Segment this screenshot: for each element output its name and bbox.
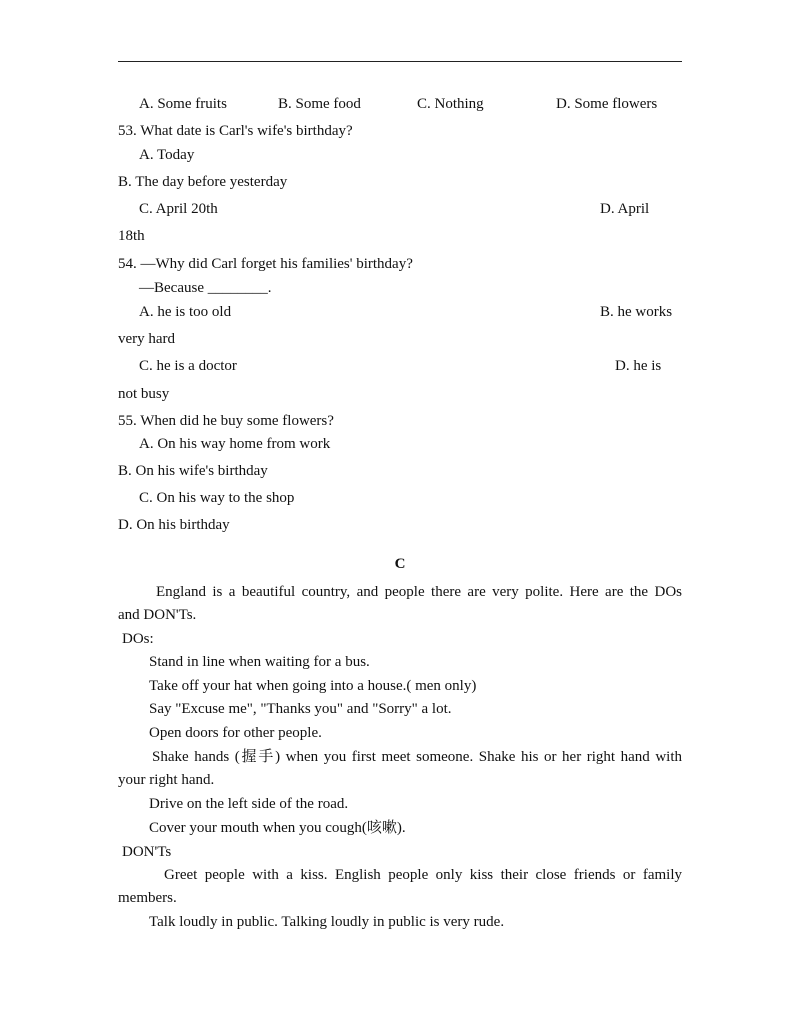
q54-option-d: D. he is — [615, 358, 662, 374]
dos-item: Drive on the left side of the road. — [149, 796, 349, 812]
dos-label: DOs: — [122, 631, 154, 647]
section-c-intro-line2: and DON'Ts. — [118, 607, 197, 623]
q54-option-a: A. he is too old — [139, 304, 232, 320]
q54-option-b-continued: very hard — [118, 331, 176, 347]
q53-stem: 53. What date is Carl's wife's birthday? — [118, 123, 353, 139]
q54-stem-answer: —Because ________. — [139, 280, 272, 296]
dos-item: Cover your mouth when you cough(咳嗽). — [149, 820, 406, 836]
q54-option-c: C. he is a doctor — [139, 358, 237, 374]
dos-item: Open doors for other people. — [149, 725, 322, 741]
q53-option-d-continued: 18th — [118, 228, 145, 244]
donts-item: Talk loudly in public. Talking loudly in public is very rude. — [149, 914, 505, 930]
dos-item: Say "Excuse me", "Thanks you" and "Sorry" a lot. — [149, 701, 452, 717]
q55-option-c: C. On his way to the shop — [139, 490, 295, 506]
donts-greet-line2: members. — [118, 890, 177, 906]
q54-stem: 54. —Why did Carl forget his families' birthday? — [118, 256, 413, 272]
section-c-heading: C — [394, 556, 406, 572]
q55-option-b: B. On his wife's birthday — [118, 463, 268, 479]
q53-option-c: C. April 20th — [139, 201, 218, 217]
q52-option-a: A. Some fruits — [139, 96, 227, 112]
q52-option-b: B. Some food — [278, 96, 361, 112]
q55-stem: 55. When did he buy some flowers? — [118, 413, 334, 429]
dos-shake-hands-line1: Shake hands (握手) when you first meet someone. Shake his or her right hand with — [152, 749, 682, 765]
section-c-intro-line1: England is a beautiful country, and people there are very polite. Here are the DOs — [156, 584, 682, 600]
q55-option-a: A. On his way home from work — [139, 436, 331, 452]
q54-option-b: B. he works — [600, 304, 673, 320]
q52-option-c: C. Nothing — [417, 96, 484, 112]
q53-option-a: A. Today — [139, 147, 195, 163]
dos-item: Stand in line when waiting for a bus. — [149, 654, 370, 670]
header-rule — [118, 61, 682, 62]
dos-item: Take off your hat when going into a house.( men only) — [149, 678, 477, 694]
donts-label: DON'Ts — [122, 844, 172, 860]
q53-option-d: D. April — [600, 201, 650, 217]
dos-shake-hands-line2: your right hand. — [118, 772, 215, 788]
q52-option-d: D. Some flowers — [556, 96, 658, 112]
q53-option-b: B. The day before yesterday — [118, 174, 288, 190]
q54-option-d-continued: not busy — [118, 386, 170, 402]
q55-option-d: D. On his birthday — [118, 517, 230, 533]
donts-greet-line1: Greet people with a kiss. English people only kiss their close friends or family — [164, 867, 682, 883]
